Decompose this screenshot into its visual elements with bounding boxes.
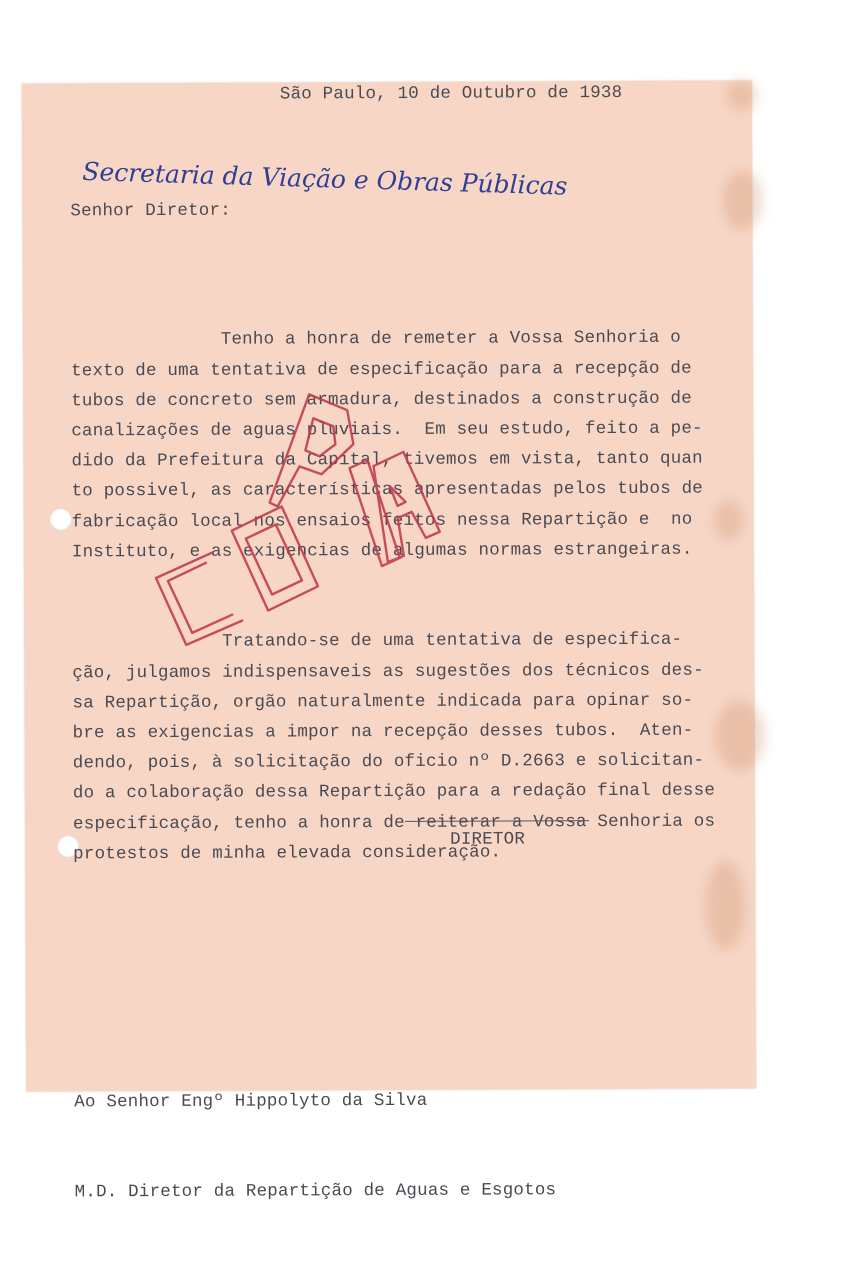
addressee-block [74,1025,557,1267]
address-line-1: Ao Senhor Engº Hippolyto da Silva [74,1090,428,1113]
stamp-letter-p [269,394,353,506]
salutation: Senhor Diretor: [70,200,231,222]
stamp-letter-p-inner [305,418,335,456]
handwritten-annotation: Secretaria da Viação e Obras Públicas [81,156,568,201]
letter-sheet [22,80,756,1203]
body-paragraph-2: Tratando-se de uma tentativa de especifica- ção, julgamos indispensaveis as sugestões dos técnicos des- sa Repartição, orgão naturalmente indicada para opinar so- bre as exigencias a impor na recepção desses tubos. Aten- dendo, pois, à solicitação do oficio nº D.2663 e solicitan- do a colaboração dessa Repartição para a redação final desse especificação, tenho a honra de reiterar a Vossa Senhoria os protestos de minha elevada consideração. [72,630,716,865]
paper-stain [722,170,762,230]
copia-stamp [141,382,442,653]
stamp-letter-a-inner [390,486,406,506]
stamp-letter-o [232,506,318,610]
address-line-2: M.D. Diretor da Repartição de Aguas e Esgotos [74,1180,557,1203]
punch-hole [50,508,72,530]
date-line: São Paulo, 10 de Outubro de 1938 [279,82,623,105]
paper-stain [727,80,757,110]
signature-label: DIRETOR [450,829,526,850]
body-paragraph-1: Tenho a honra de remeter a Vossa Senhoria o texto de uma tentativa de especificação para a recepção de tubos de concreto sem armadura, destinados a construção de canalizações de aguas pluviais. Em seu estudo, feito a pe- dido da Prefeitura da Capital, tivemos em vista, tanto quan to possivel, as características apresentadas pelos tubos de fabricação local nos ensaios feitos nessa Repartição e no Instituto, e as exigencias de algumas normas estrangeiras. [70,328,704,563]
stamp-letter-c-inner [168,563,232,633]
